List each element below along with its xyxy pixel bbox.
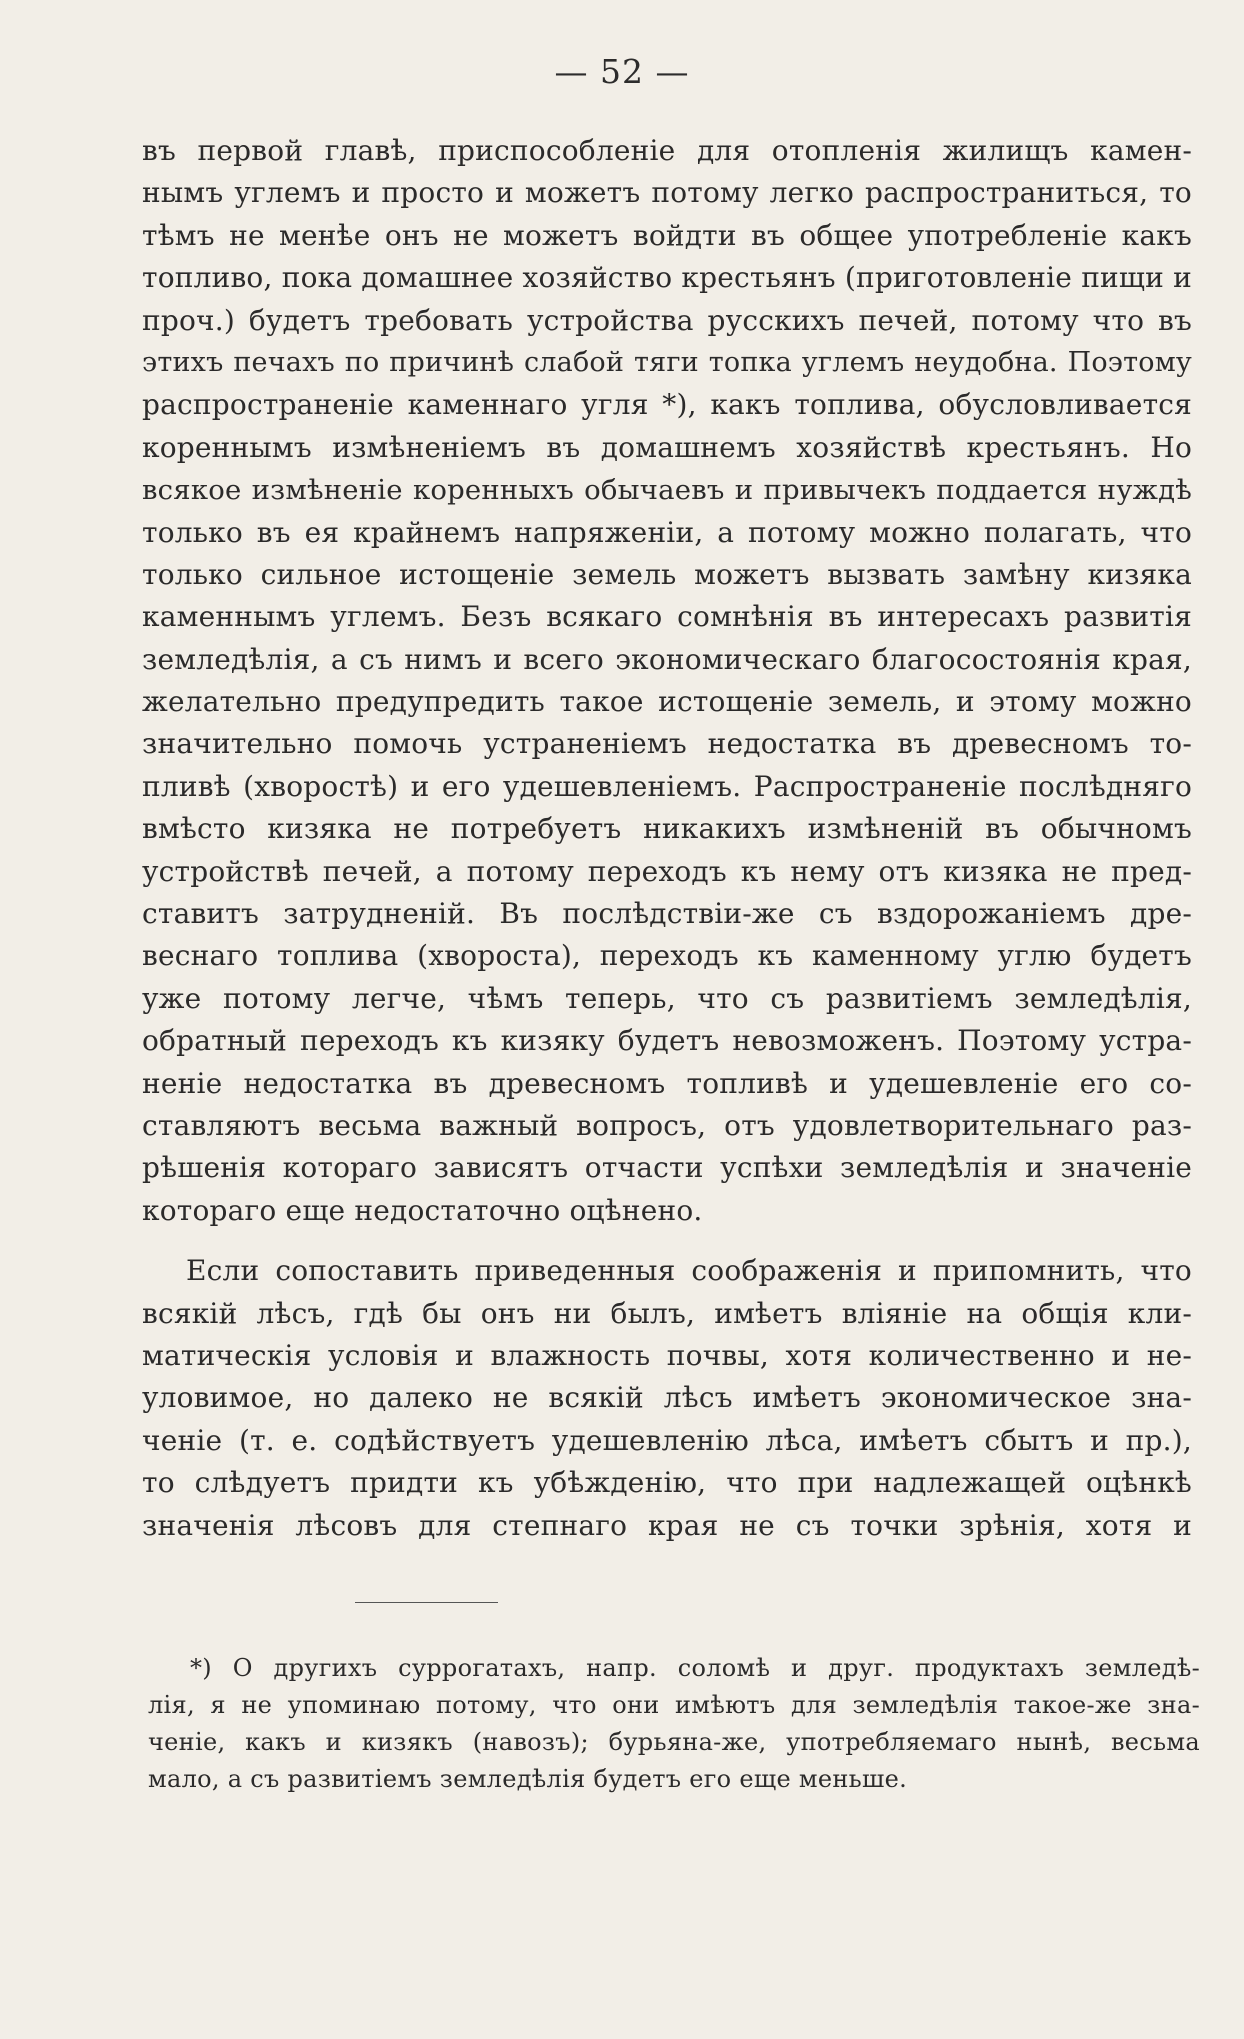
text-line: въ первой главѣ, приспособленіе для отопленія жилищъ камен- <box>142 134 1192 167</box>
footnote-line: ченіе, какъ и кизякъ (навозъ); бурьяна-же, употребляемаго нынѣ, весьма <box>148 1728 1200 1756</box>
text-line: устройствѣ печей, а потому переходъ къ нему отъ кизяка не пред- <box>142 854 1192 888</box>
paragraph-1 <box>142 130 1192 1232</box>
footnote-line: мало, а съ развитіемъ земледѣлія будетъ его еще меньше. <box>148 1765 908 1793</box>
text-line: распространеніе каменнаго угля *), какъ топлива, обусловливается <box>142 388 1192 422</box>
page-number: — 52 — <box>554 52 690 91</box>
text-line: уже потому легче, чѣмъ теперь, что съ развитіемъ земледѣлія, <box>142 981 1192 1015</box>
text-line: матическія условія и влажность почвы, хотя количественно и не- <box>142 1338 1192 1372</box>
text-line: проч.) будетъ требовать устройства русскихъ печей, потому что въ <box>142 303 1192 337</box>
text-line: обратный переходъ къ кизяку будетъ невозможенъ. Поэтому устра- <box>142 1024 1192 1058</box>
footnote-divider <box>355 1602 498 1603</box>
text-line: желательно предупредить такое истощеніе земель, и этому можно <box>142 685 1192 719</box>
text-line: вмѣсто кизяка не потребуетъ никакихъ измѣненій въ обычномъ <box>142 812 1192 846</box>
text-line: ченіе (т. е. содѣйствуетъ удешевленію лѣса, имѣетъ сбытъ и пр.), <box>142 1423 1192 1457</box>
footnote <box>148 1650 1200 1798</box>
paragraph-spacer <box>142 1232 1192 1250</box>
text-line: котораго еще недостаточно оцѣнено. <box>142 1193 703 1227</box>
footnote-line: *) О другихъ суррогатахъ, напр. соломѣ и друг. продуктахъ земледѣ- <box>190 1654 1200 1682</box>
text-line: тѣмъ не менѣе онъ не можетъ войдти въ общее употребленіе какъ <box>142 218 1192 252</box>
text-line: неніе недостатка въ древесномъ топливѣ и удешевленіе его со- <box>142 1066 1192 1100</box>
text-line: уловимое, но далеко не всякій лѣсъ имѣетъ экономическое зна- <box>142 1381 1192 1415</box>
text-line: только въ ея крайнемъ напряженіи, а потому можно полагать, что <box>142 515 1192 549</box>
text-line: всякій лѣсъ, гдѣ бы онъ ни былъ, имѣетъ вліяніе на общія кли- <box>142 1296 1192 1330</box>
paragraph-2 <box>142 1250 1192 1547</box>
text-line: топливо, пока домашнее хозяйство крестьянъ (приготовленіе пищи и <box>142 261 1192 295</box>
text-line: нымъ углемъ и просто и можетъ потому легко распространиться, то <box>142 176 1192 210</box>
text-line: значенія лѣсовъ для степнаго края не съ точки зрѣнія, хотя и <box>142 1508 1192 1542</box>
text-line: Если сопоставить приведенныя соображенія и припомнить, что <box>186 1254 1192 1288</box>
text-line: этихъ печахъ по причинѣ слабой тяги топка углемъ неудобна. Поэтому <box>142 346 1192 378</box>
text-line: рѣшенія котораго зависятъ отчасти успѣхи земледѣлія и значеніе <box>142 1151 1192 1185</box>
text-line: всякое измѣненіе коренныхъ обычаевъ и привычекъ поддается нуждѣ <box>142 474 1192 507</box>
text-line: земледѣлія, а съ нимъ и всего экономическаго благосостоянія края, <box>142 642 1192 676</box>
text-line: ставитъ затрудненій. Въ послѣдствіи-же съ вздорожаніемъ дре- <box>142 897 1192 931</box>
main-text <box>142 130 1192 1547</box>
text-line: каменнымъ углемъ. Безъ всякаго сомнѣнія въ интересахъ развитія <box>142 600 1192 634</box>
text-line: пливѣ (хворостѣ) и его удешевленіемъ. Распространеніе послѣдняго <box>142 769 1192 803</box>
text-line: веснаго топлива (хвороста), переходъ къ каменному углю будетъ <box>142 939 1192 973</box>
text-line: значительно помочь устраненіемъ недостатка въ древесномъ то- <box>142 727 1192 761</box>
text-line: ставляютъ весьма важный вопросъ, отъ удовлетворительнаго раз- <box>142 1108 1192 1142</box>
text-line: то слѣдуетъ придти къ убѣжденію, что при надлежащей оцѣнкѣ <box>142 1466 1192 1500</box>
footnote-line: лія, я не упоминаю потому, что они имѣютъ для земледѣлія такое-же зна- <box>148 1691 1200 1719</box>
text-line: кореннымъ измѣненіемъ въ домашнемъ хозяйствѣ крестьянъ. Но <box>142 430 1192 464</box>
text-line: только сильное истощеніе земель можетъ вызвать замѣну кизяка <box>142 557 1192 591</box>
